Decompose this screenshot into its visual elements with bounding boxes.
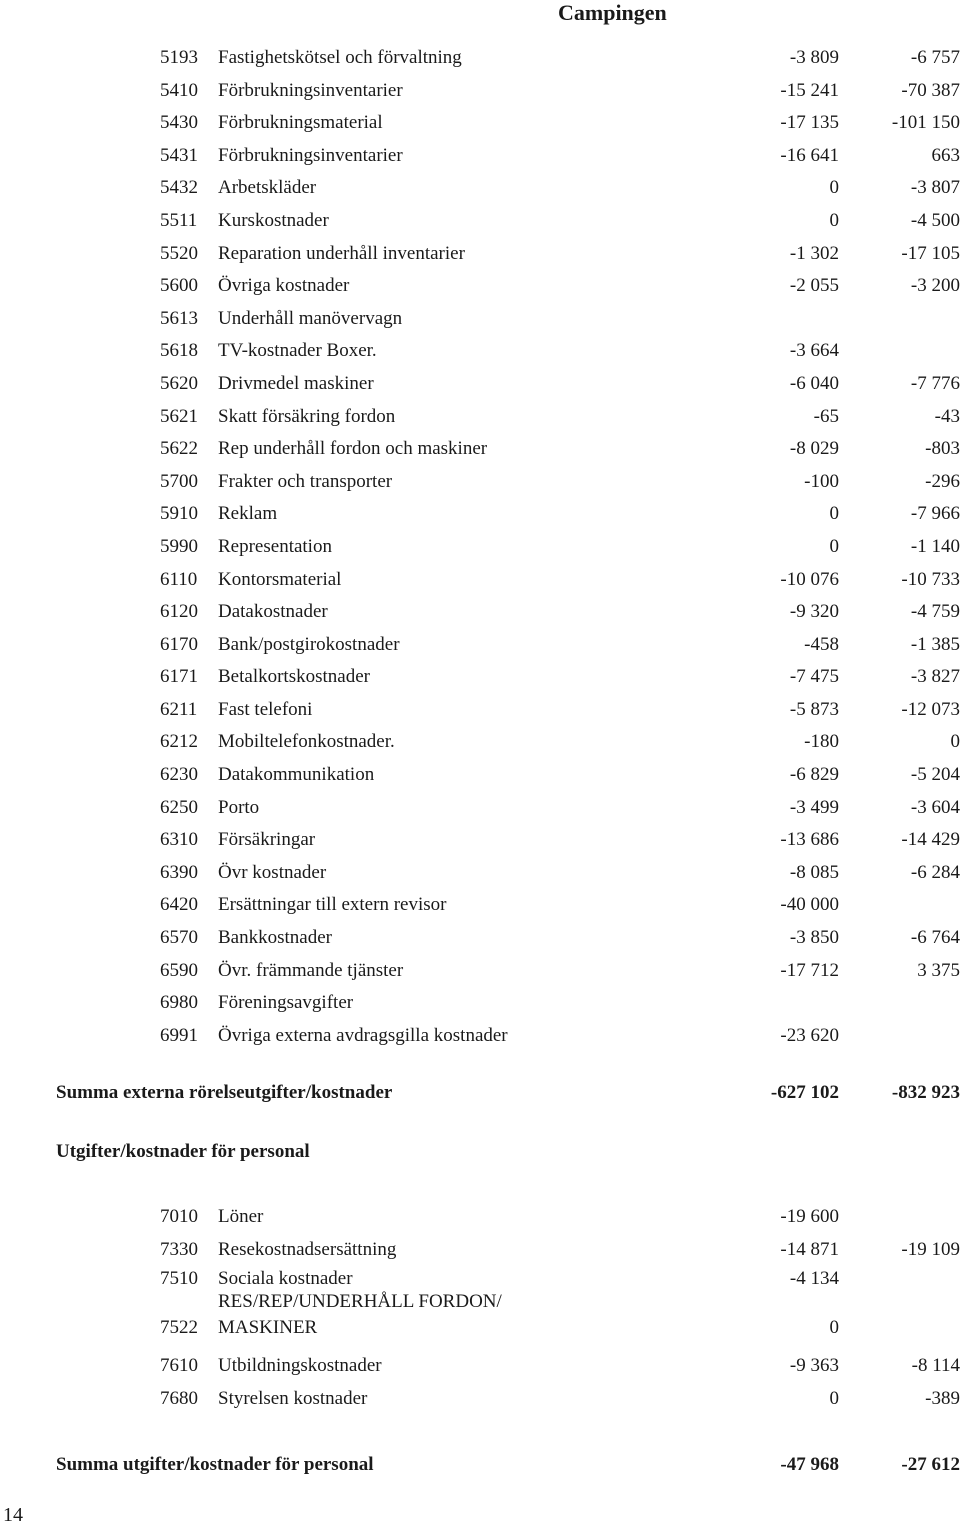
- account-code: 5511: [160, 205, 197, 238]
- page-number: 14: [3, 1500, 23, 1530]
- account-code: 5430: [160, 107, 198, 140]
- table-row: [0, 661, 960, 694]
- account-code: 6171: [160, 661, 198, 694]
- table-row: [0, 759, 960, 792]
- account-name: Rep underhåll fordon och maskiner: [218, 433, 487, 466]
- account-name: Datakostnader: [218, 596, 328, 629]
- amount-col-2: -4 500: [911, 205, 960, 238]
- table-row: [0, 792, 960, 825]
- amount-col-1: 0: [830, 1315, 840, 1341]
- amount-col-2: -10 733: [901, 564, 960, 597]
- table-row: [0, 857, 960, 890]
- amount-col-2: 663: [932, 140, 960, 173]
- account-code: 6590: [160, 955, 198, 988]
- account-code: 6980: [160, 987, 198, 1020]
- amount-col-2: -3 827: [911, 661, 960, 694]
- account-code: 6110: [160, 564, 197, 597]
- amount-col-1: -8 029: [790, 433, 839, 466]
- amount-col-2: -389: [925, 1383, 960, 1416]
- account-name: Sociala kostnader: [218, 1266, 353, 1292]
- account-name: Övr kostnader: [218, 857, 326, 890]
- account-name: Mobiltelefonkostnader.: [218, 726, 395, 759]
- sum-personnel-label: Summa utgifter/kostnader för personal: [56, 1450, 374, 1480]
- account-name: Reklam: [218, 498, 277, 531]
- table-row: [0, 335, 960, 368]
- table-row: [0, 140, 960, 173]
- account-code: 5600: [160, 270, 198, 303]
- account-code: 6212: [160, 726, 198, 759]
- account-name: Fast telefoni: [218, 694, 312, 727]
- account-name: Representation: [218, 531, 332, 564]
- account-name: Betalkortskostnader: [218, 661, 370, 694]
- sum-external-value-2: -832 923: [892, 1078, 960, 1108]
- account-code: 5410: [160, 75, 198, 108]
- account-name: TV-kostnader Boxer.: [218, 335, 377, 368]
- account-name: Förbrukningsinventarier: [218, 75, 403, 108]
- account-code: 5700: [160, 466, 198, 499]
- account-code: 7522: [160, 1315, 198, 1341]
- table-row: [0, 531, 960, 564]
- amount-col-1: -16 641: [780, 140, 839, 173]
- amount-col-1: 0: [830, 498, 840, 531]
- amount-col-1: -10 076: [780, 564, 839, 597]
- table-row: [0, 955, 960, 988]
- amount-col-1: -23 620: [780, 1020, 839, 1053]
- table-row: [0, 401, 960, 434]
- account-name: Reparation underhåll inventarier: [218, 238, 465, 271]
- amount-col-1: -9 363: [790, 1350, 839, 1383]
- account-name: Resekostnadsersättning: [218, 1234, 396, 1267]
- account-code: 6120: [160, 596, 198, 629]
- amount-col-1: -14 871: [780, 1234, 839, 1267]
- account-name: Övriga kostnader: [218, 270, 349, 303]
- amount-col-1: 0: [830, 1383, 840, 1416]
- amount-col-1: -100: [804, 466, 839, 499]
- amount-col-1: -9 320: [790, 596, 839, 629]
- amount-col-2: -8 114: [912, 1350, 960, 1383]
- amount-col-2: -19 109: [901, 1234, 960, 1267]
- account-name: Underhåll manövervagn: [218, 303, 402, 336]
- amount-col-1: -15 241: [780, 75, 839, 108]
- account-name: Bankkostnader: [218, 922, 332, 955]
- personnel-section-title: Utgifter/kostnader för personal: [56, 1137, 310, 1167]
- table-row: [0, 1383, 960, 1416]
- amount-col-2: -3 807: [911, 172, 960, 205]
- account-name: Drivmedel maskiner: [218, 368, 374, 401]
- account-code: 5990: [160, 531, 198, 564]
- table-row: [0, 42, 960, 75]
- account-code: 5621: [160, 401, 198, 434]
- amount-col-1: -65: [814, 401, 839, 434]
- account-code: 5193: [160, 42, 198, 75]
- amount-col-1: 0: [830, 531, 840, 564]
- account-name: Övr. främmande tjänster: [218, 955, 403, 988]
- amount-col-1: 0: [830, 172, 840, 205]
- table-row: [0, 303, 960, 336]
- amount-col-1: -6 829: [790, 759, 839, 792]
- account-name: Övriga externa avdragsgilla kostnader: [218, 1020, 508, 1053]
- table-row: [0, 1234, 960, 1267]
- account-code: 5431: [160, 140, 198, 173]
- amount-col-2: -803: [925, 433, 960, 466]
- amount-col-2: -1 140: [911, 531, 960, 564]
- table-row: [0, 629, 960, 662]
- amount-col-2: -5 204: [911, 759, 960, 792]
- table-row: [0, 726, 960, 759]
- amount-col-1: -1 302: [790, 238, 839, 271]
- account-name: Förbrukningsmaterial: [218, 107, 383, 140]
- account-code: 7330: [160, 1234, 198, 1267]
- sum-personnel-value-1: -47 968: [780, 1450, 839, 1480]
- account-name: Kontorsmaterial: [218, 564, 341, 597]
- table-row: [0, 75, 960, 108]
- account-code: 6211: [160, 694, 197, 727]
- table-row: [0, 1350, 960, 1383]
- sum-external-value-1: -627 102: [771, 1078, 839, 1108]
- account-code: 6230: [160, 759, 198, 792]
- account-code: 6991: [160, 1020, 198, 1053]
- account-code: 5432: [160, 172, 198, 205]
- amount-col-2: -6 284: [911, 857, 960, 890]
- amount-col-1: -17 135: [780, 107, 839, 140]
- table-row: [0, 1292, 960, 1350]
- amount-col-2: -7 966: [911, 498, 960, 531]
- amount-col-1: -19 600: [780, 1201, 839, 1234]
- amount-col-1: -5 873: [790, 694, 839, 727]
- amount-col-2: -70 387: [901, 75, 960, 108]
- account-code: 7010: [160, 1201, 198, 1234]
- amount-col-2: -4 759: [911, 596, 960, 629]
- account-name-line-1: RES/REP/UNDERHÅLL FORDON/: [218, 1289, 502, 1315]
- table-row: [0, 922, 960, 955]
- table-row: [0, 596, 960, 629]
- account-name: Föreningsavgifter: [218, 987, 353, 1020]
- account-code: 5613: [160, 303, 198, 336]
- account-code: 6250: [160, 792, 198, 825]
- amount-col-2: -3 200: [911, 270, 960, 303]
- table-row: [0, 987, 960, 1020]
- account-name: Kurskostnader: [218, 205, 329, 238]
- amount-col-1: -3 664: [790, 335, 839, 368]
- amount-col-2: -6 764: [911, 922, 960, 955]
- account-name: Förbrukningsinventarier: [218, 140, 403, 173]
- amount-col-1: 0: [830, 205, 840, 238]
- table-row: [0, 107, 960, 140]
- account-code: 6310: [160, 824, 198, 857]
- personnel-rows: [0, 1201, 960, 1415]
- table-row: [0, 1020, 960, 1053]
- amount-col-1: -3 809: [790, 42, 839, 75]
- table-row: [0, 270, 960, 303]
- amount-col-1: -13 686: [780, 824, 839, 857]
- amount-col-2: -296: [925, 466, 960, 499]
- account-code: 5618: [160, 335, 198, 368]
- amount-col-2: 0: [951, 726, 960, 759]
- table-row: [0, 498, 960, 531]
- account-name: Skatt försäkring fordon: [218, 401, 395, 434]
- account-code: 6170: [160, 629, 198, 662]
- table-row: [0, 172, 960, 205]
- amount-col-1: -6 040: [790, 368, 839, 401]
- amount-col-2: -43: [935, 401, 960, 434]
- account-code: 7680: [160, 1383, 198, 1416]
- account-name: Utbildningskostnader: [218, 1350, 382, 1383]
- sum-personnel-row: [0, 1450, 960, 1480]
- sum-personnel-value-2: -27 612: [901, 1450, 960, 1480]
- account-name-line-2: MASKINER: [218, 1315, 317, 1341]
- table-row: [0, 466, 960, 499]
- amount-col-1: -3 850: [790, 922, 839, 955]
- table-row: [0, 824, 960, 857]
- account-name: Ersättningar till extern revisor: [218, 889, 446, 922]
- amount-col-1: -7 475: [790, 661, 839, 694]
- account-name: Försäkringar: [218, 824, 315, 857]
- amount-col-2: -3 604: [911, 792, 960, 825]
- amount-col-1: -40 000: [780, 889, 839, 922]
- amount-col-2: -17 105: [901, 238, 960, 271]
- account-code: 7610: [160, 1350, 198, 1383]
- table-row: [0, 368, 960, 401]
- account-name: Porto: [218, 792, 259, 825]
- amount-col-1: -4 134: [790, 1266, 839, 1292]
- amount-col-1: -8 085: [790, 857, 839, 890]
- account-name: Styrelsen kostnader: [218, 1383, 367, 1416]
- page-header-title: Campingen: [558, 0, 667, 26]
- account-name: Bank/postgirokostnader: [218, 629, 400, 662]
- account-rows: [0, 42, 960, 1052]
- amount-col-2: -101 150: [892, 107, 960, 140]
- account-name: Datakommunikation: [218, 759, 374, 792]
- account-name: Löner: [218, 1201, 263, 1234]
- amount-col-2: 3 375: [917, 955, 960, 988]
- account-code: 6420: [160, 889, 198, 922]
- amount-col-2: -1 385: [911, 629, 960, 662]
- account-name: Arbetskläder: [218, 172, 316, 205]
- account-code: 5622: [160, 433, 198, 466]
- amount-col-2: -6 757: [911, 42, 960, 75]
- amount-col-1: -2 055: [790, 270, 839, 303]
- account-code: 6570: [160, 922, 198, 955]
- amount-col-1: -180: [804, 726, 839, 759]
- sum-external-label: Summa externa rörelseutgifter/kostnader: [56, 1078, 392, 1108]
- amount-col-2: -12 073: [901, 694, 960, 727]
- account-code: 5520: [160, 238, 198, 271]
- account-code: 7510: [160, 1266, 198, 1292]
- table-row: [0, 1201, 960, 1234]
- amount-col-1: -17 712: [780, 955, 839, 988]
- sum-external-row: [0, 1078, 960, 1108]
- amount-col-2: -7 776: [911, 368, 960, 401]
- account-name: Frakter och transporter: [218, 466, 392, 499]
- account-name: Fastighetskötsel och förvaltning: [218, 42, 462, 75]
- table-row: [0, 433, 960, 466]
- table-row: [0, 694, 960, 727]
- account-code: 5620: [160, 368, 198, 401]
- table-row: [0, 238, 960, 271]
- table-row: [0, 205, 960, 238]
- table-row: [0, 889, 960, 922]
- account-code: 5910: [160, 498, 198, 531]
- amount-col-2: -14 429: [901, 824, 960, 857]
- amount-col-1: -458: [804, 629, 839, 662]
- table-row: [0, 564, 960, 597]
- amount-col-1: -3 499: [790, 792, 839, 825]
- account-code: 6390: [160, 857, 198, 890]
